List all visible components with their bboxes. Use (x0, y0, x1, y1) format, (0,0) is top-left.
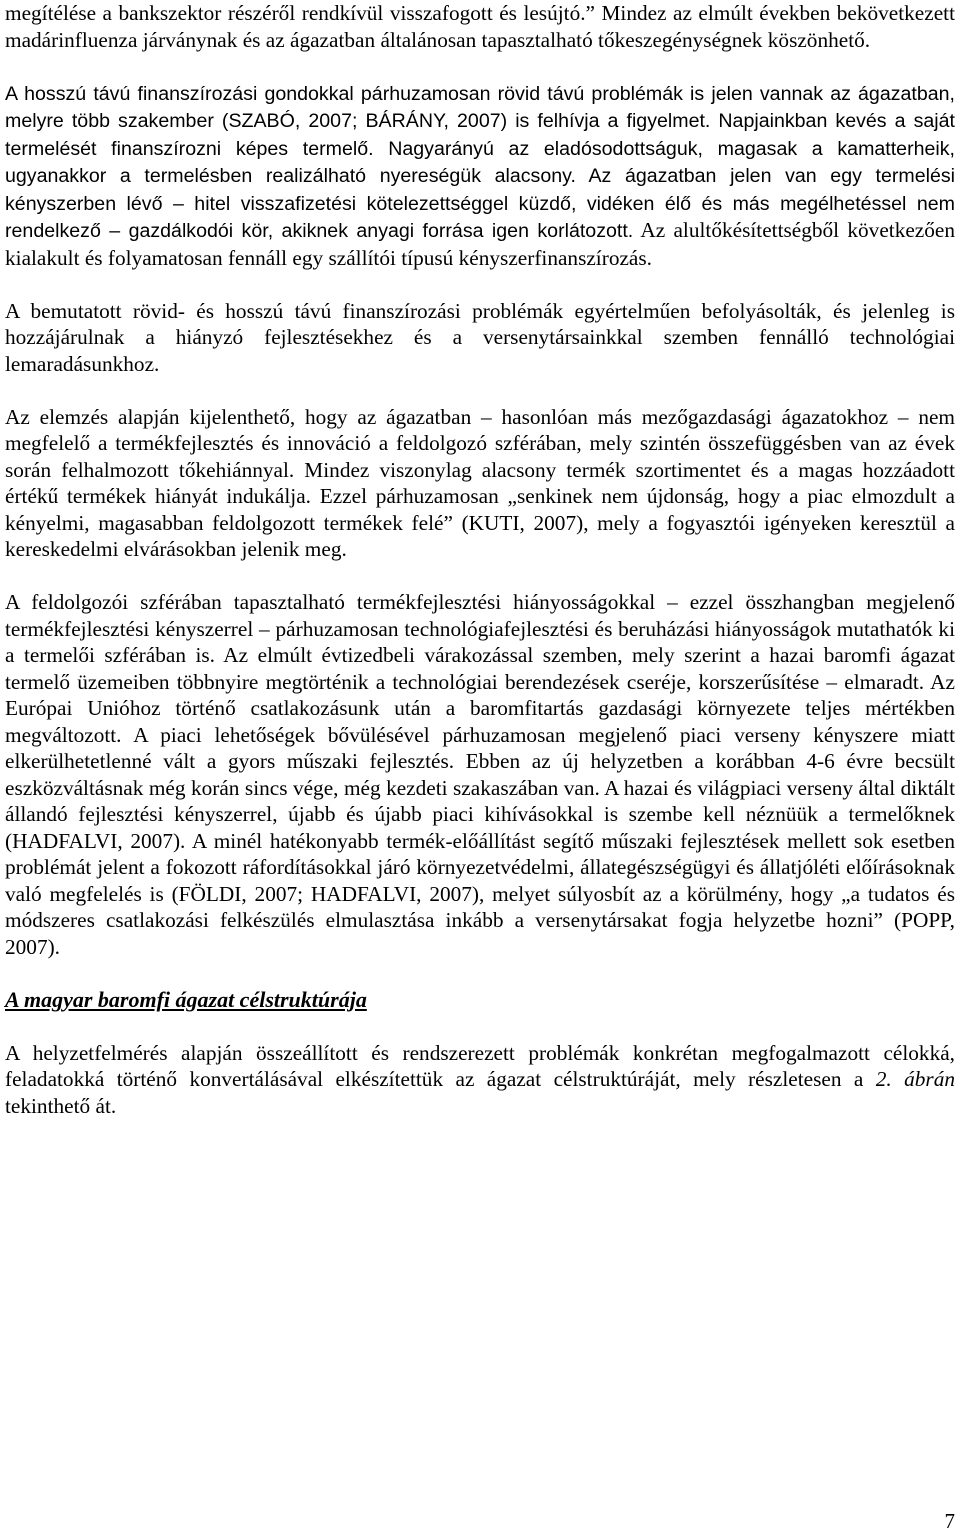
paragraph-3 (5, 298, 955, 378)
section-heading: A magyar baromfi ágazat célstruktúrája (5, 986, 367, 1012)
paragraph-3-text: A bemutatott rövid- és hosszú távú finanszírozási problémák egyértelműen befolyásolták, és jelenleg is hozzájárulnak a hiányzó fejlesztésekhez és a versenytársainkkal szemben fennálló technológiai lemaradásunkhoz. (5, 298, 955, 376)
page-content (5, 0, 955, 1119)
closing-paragraph-text: A helyzetfelmérés alapján összeállított és rendszerezett problémák konkrétan megfogalmazott célokká, feladatokká történő konvertálásával elkészítettük az ágazat célstruktúráját, mely részletesen a (5, 1040, 955, 1091)
paragraph-2-text-sans: A hosszú távú finanszírozási gondokkal párhuzamosan rövid távú problémák is jelen vannak az ágazatban, melyre több szakember (SZABÓ, 2007; BÁRÁNY, 2007) is felhívja a figyelmet. Napjainkban kevés a saját termelését finanszírozni képes termelő. Nagyarányú az eladósodottságuk, magasak a kamatterheik, ugyanakkor a termelésben realizálható nyereségük alacsony. Az ágazatban jelen van egy termelési kényszerben lévő – hitel visszafizetési kötelezettséggel küzdő, vidéken élő és más megélhetéssel nem rendelkező – gazdálkodói kör, akiknek anyagi forrása igen korlátozott. (5, 82, 955, 242)
closing-paragraph-end: tekinthető át. (5, 1093, 117, 1118)
paragraph-4-text: Az elemzés alapján kijelenthető, hogy az ágazatban – hasonlóan más mezőgazdasági ágazatokhoz – nem megfelelő a termékfejlesztés és innováció a feldolgozó szférában, mely szintén összefüggésben van az évek során felhalmozott tőkehiánnyal. Mindez viszonylag alacsony termék szortimentet és a magas hozzáadott értékű termékek hiányát indukálja. Ezzel párhuzamosan „senkinek nem újdonság, hogy a piac elmozdult a kényelmi, magasabban feldolgozott termékek felé” (KUTI, 2007), mely a fogyasztói igényeken keresztül a kereskedelmi elvárásokban jelenik meg. (5, 404, 955, 561)
paragraph-2 (5, 80, 955, 272)
closing-paragraph (5, 1040, 955, 1120)
paragraph-5-text: A feldolgozói szférában tapasztalható termékfejlesztési hiányosságokkal – ezzel összhangban megjelenő termékfejlesztési kényszerrel – párhuzamosan technológiafejlesztési és beruházási hiányosságok mutathatók ki a termelői szférában is. Az elmúlt évtizedbeli várakozással szemben, mely szerint a hazai baromfi ágazat termelő üzemeiben többnyire megtörténik a technológiai berendezések cseréje, korszerűsítése – elmaradt. Az Európai Unióhoz történő csatlakozásunk után a baromfitartás gazdasági környezete teljes mértékben megváltozott. A piaci lehetőségek bővülésével párhuzamosan megjelenő piaci verseny kényszere miatt elkerülhetetlenné vált a gyors műszaki fejlesztés. Ebben az új helyzetben a korábban 4-6 évre becsült eszközváltásnak még korán sincs vége, még kezdeti szakaszában van. A hazai és világpiaci verseny által diktált állandó fejlesztési kényszerrel, újabb és újabb piaci kihívásokkal is szembe kell néznüük a termelőknek (HADFALVI, 2007). A minél hatékonyabb termék-előállítást segítő műszaki fejlesztések mellett sok esetben problémát jelent a fokozott ráfordításokkal járó környezetvédelmi, állategészségügyi és állatjóléti előírásoknak való megfelelés is (FÖLDI, 2007; HADFALVI, 2007), melyet súlyosbít az a körülmény, hogy „a tudatos és módszeres csatlakozási felkészülés elmulasztása inkább a versenytársakat fogja helyzetbe hozni” (POPP, 2007). (5, 590, 955, 959)
paragraph-4 (5, 404, 955, 563)
figure-reference: 2. ábrán (875, 1067, 955, 1091)
paragraph-5 (5, 589, 955, 960)
paragraph-1-text: megítélése a bankszektor részéről rendkívül visszafogott és lesújtó.” Mindez az elmúlt években bekövetkezett madárinfluenza járványnak és az ágazatban általánosan tapasztalható tőkeszegénységnek köszönhető. (5, 1, 955, 52)
paragraph-1 (5, 0, 955, 53)
paragraph-2-text-serif: Az alultőkésítettségből következően kialakult és folyamatosan fennáll egy szállítói típusú kényszerfinanszírozás. (5, 218, 955, 270)
page-number: 7 (944, 1509, 955, 1533)
